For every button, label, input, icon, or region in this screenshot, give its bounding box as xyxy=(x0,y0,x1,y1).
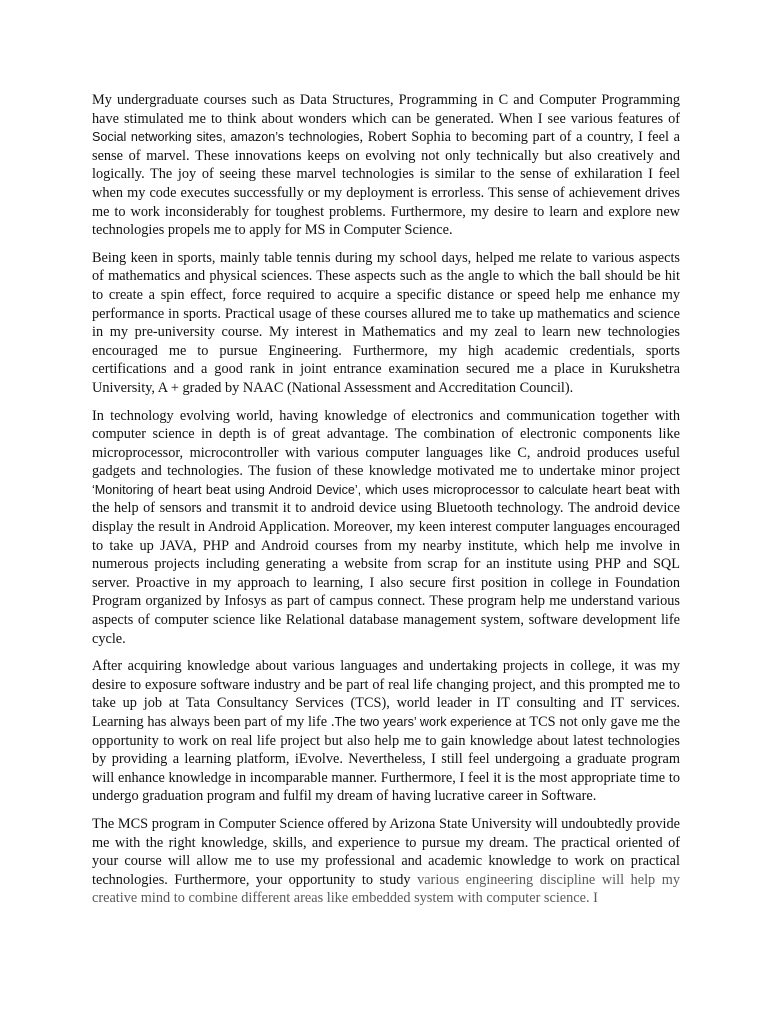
paragraph-5-gray-text: various engineering discipline will help my creative mind to combine different areas like embedded system with computer science. I xyxy=(92,871,680,907)
paragraph-3 xyxy=(92,407,680,649)
paragraph-1 xyxy=(92,91,680,240)
paragraph-4-text-c: at TCS not only gave me the opportunity to work on real life project but also help me to gain knowledge about latest technologies by providing a learning platform, iEvolve. Nevertheless, I still feel undergoing a graduate program will enhance knowledge in incomparable manner. Furthermore, I feel it is the most appropriate time to undergo graduation program and fulfil my dream of having lucrative career in Software. xyxy=(92,714,680,805)
paragraph-4-text-a: After acquiring knowledge about various languages and undertaking projects in college, it was my desire to exposure software industry and be part of real life changing project, and this prompted me to take up job at Tata Consultancy Services (TCS), world leader in IT consulting and IT services. Learning has always been part of my life . xyxy=(92,658,680,730)
document-body xyxy=(92,91,680,917)
paragraph-4-highlight: The two years’ work experience xyxy=(334,715,512,729)
paragraph-4 xyxy=(92,657,680,806)
paragraph-5 xyxy=(92,815,680,908)
paragraph-1-text-a: My undergraduate courses such as Data Structures, Programming in C and Computer Programming have stimulated me to think about wonders which can be generated. When I see various features of xyxy=(92,92,680,127)
paragraph-3-text-c: with the help of sensors and transmit it to android device using Bluetooth technology. The android device display the result in Android Application. Moreover, my keen interest computer languages encouraged to take up JAVA, PHP and Android courses from my nearby institute, which help me involve in numerous projects including generating a website from scrap for an institute using PHP and SQL server. Proactive in my approach to learning, I also secure first position in college in Foundation Program organized by Infosys as part of campus connect. These program help me understand various aspects of computer science like Relational database management system, software development life cycle. xyxy=(92,481,680,647)
paragraph-1-text-c: , Robert Sophia to becoming part of a country, I feel a sense of marvel. These innovations keeps on evolving not only technically but also creatively and logically. The joy of seeing these marvel technologies is similar to the sense of exhilaration I feel when my code executes successfully or my deployment is errorless. This sense of achievement drives me to work inconsiderably for toughest problems. Furthermore, my desire to learn and explore new technologies propels me to apply for MS in Computer Science. xyxy=(92,129,680,239)
paragraph-3-highlight: ‘Monitoring of heart beat using Android Device’, which uses microprocessor to calculate heart beat xyxy=(92,482,651,497)
paragraph-2: Being keen in sports, mainly table tennis during my school days, helped me relate to various aspects of mathematics and physical sciences. These aspects such as the angle to which the ball should be hit to create a spin effect, force required to acquire a specific distance or speed help me enhance my performance in sports. Practical usage of these courses allured me to take up mathematics and science in my pre-university course. My interest in Mathematics and my zeal to learn new technologies encouraged me to pursue Engineering. Furthermore, my high academic credentials, sports certifications and a good rank in joint entrance examination secured me a place in Kurukshetra University, A + graded by NAAC (National Assessment and Accreditation Council). xyxy=(92,249,680,396)
paragraph-1-highlight: Social networking sites, amazon’s technologies xyxy=(92,130,360,145)
paragraph-3-text-a: In technology evolving world, having knowledge of electronics and communication together with computer science in depth is of great advantage. The combination of electronic components like microprocessor, microcontroller with various computer languages like C, android produces useful gadgets and technologies. The fusion of these knowledge motivated me to undertake minor project xyxy=(92,407,680,480)
paragraph-5-text-a: The MCS program in Computer Science offered by Arizona State University will undoubtedly provide me with the right knowledge, skills, and experience to pursue my dream. The practical oriented of your course will allow me to use my professional and academic knowledge to work on practical technologies. Furthermore, your opportunity to study xyxy=(92,815,680,888)
